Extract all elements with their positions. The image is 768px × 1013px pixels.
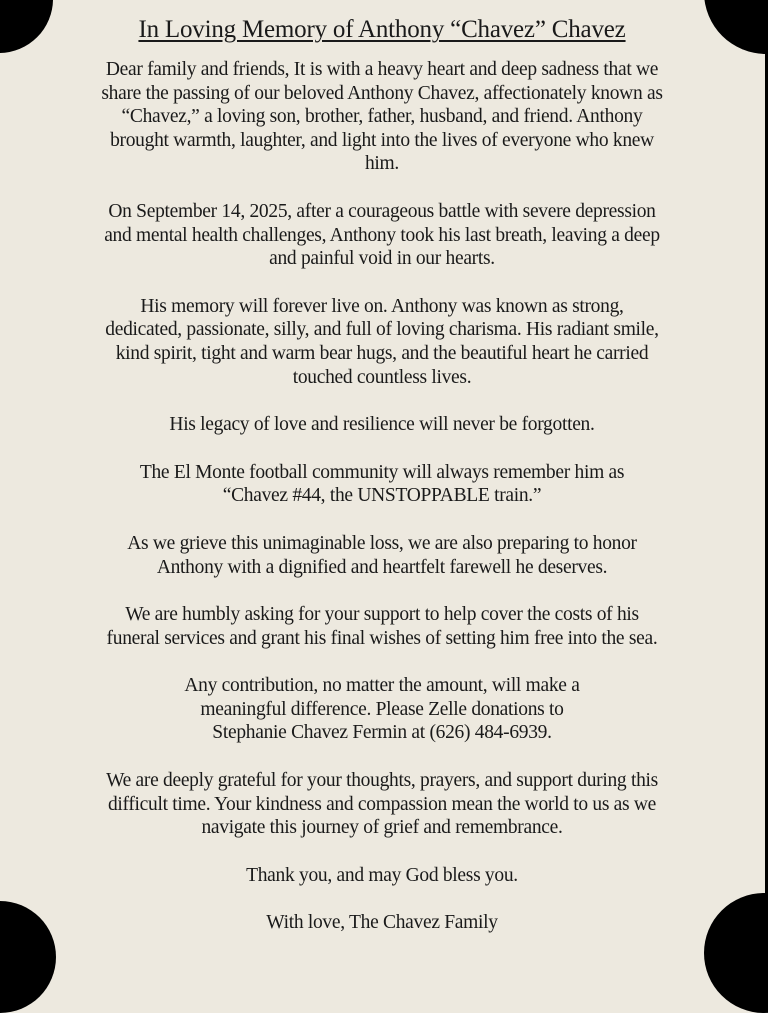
text-line: meaningful difference. Please Zelle donations to: [200, 698, 564, 720]
text-line: Anthony with a dignified and heartfelt farewell he deserves.: [156, 556, 608, 578]
paragraph-9: [22, 769, 742, 840]
text-line: Dear family and friends, It is with a heavy heart and deep sadness that we: [105, 59, 659, 80]
notice-body: [22, 58, 742, 935]
text-line: difficult time. Your kindness and compassion mean the world to us as we: [107, 793, 657, 815]
paragraph-6: [22, 532, 742, 579]
paragraph-2: [22, 200, 742, 271]
page-title: In Loving Memory of Anthony “Chavez” Chavez: [138, 16, 626, 43]
text-line: funeral services and grant his final wishes of setting him free into the sea.: [106, 627, 658, 649]
text-line: Any contribution, no matter the amount, will make a: [184, 675, 580, 697]
text-line: “Chavez #44, the UNSTOPPABLE train.”: [222, 485, 542, 507]
text-line: Stephanie Chavez Fermin at (626) 484-6939.: [212, 722, 552, 744]
paragraph-8: [22, 674, 742, 745]
text-line: As we grieve this unimaginable loss, we are also preparing to honor: [127, 532, 637, 554]
text-line: On September 14, 2025, after a courageous battle with severe depression: [108, 200, 656, 222]
text-line: With love, The Chavez Family: [266, 912, 498, 934]
paragraph-10: [22, 864, 742, 888]
paragraph-1: [22, 58, 742, 176]
text-line: His legacy of love and resilience will never be forgotten.: [169, 414, 595, 436]
text-line: Thank you, and may God bless you.: [246, 864, 518, 886]
text-line: We are humbly asking for your support to help cover the costs of his: [125, 604, 639, 626]
text-line: him.: [364, 153, 399, 175]
text-line: “Chavez,” a loving son, brother, father, husband, and friend. Anthony: [121, 106, 643, 128]
text-line: share the passing of our beloved Anthony Chavez, affectionately known as: [101, 82, 663, 104]
text-line: brought warmth, laughter, and light into the lives of everyone who knew: [110, 129, 654, 151]
paragraph-7: [22, 603, 742, 650]
text-line: and painful void in our hearts.: [269, 248, 495, 270]
paragraph-5: [22, 461, 742, 508]
text-line: The El Monte football community will always remember him as: [139, 461, 625, 483]
text-line: We are deeply grateful for your thoughts, prayers, and support during this: [106, 770, 658, 792]
text-line: navigate this journey of grief and remembrance.: [201, 817, 563, 839]
text-line: dedicated, passionate, silly, and full of loving charisma. His radiant smile,: [105, 319, 659, 341]
text-line: and mental health challenges, Anthony took his last breath, leaving a deep: [104, 224, 660, 246]
memorial-notice: [22, 14, 742, 959]
paragraph-3: [22, 295, 742, 389]
text-line: touched countless lives.: [292, 366, 472, 388]
paragraph-4: [22, 413, 742, 437]
paragraph-11: [22, 911, 742, 935]
text-line: kind spirit, tight and warm bear hugs, and the beautiful heart he carried: [115, 342, 649, 364]
text-line: His memory will forever live on. Anthony was known as strong,: [140, 295, 624, 317]
